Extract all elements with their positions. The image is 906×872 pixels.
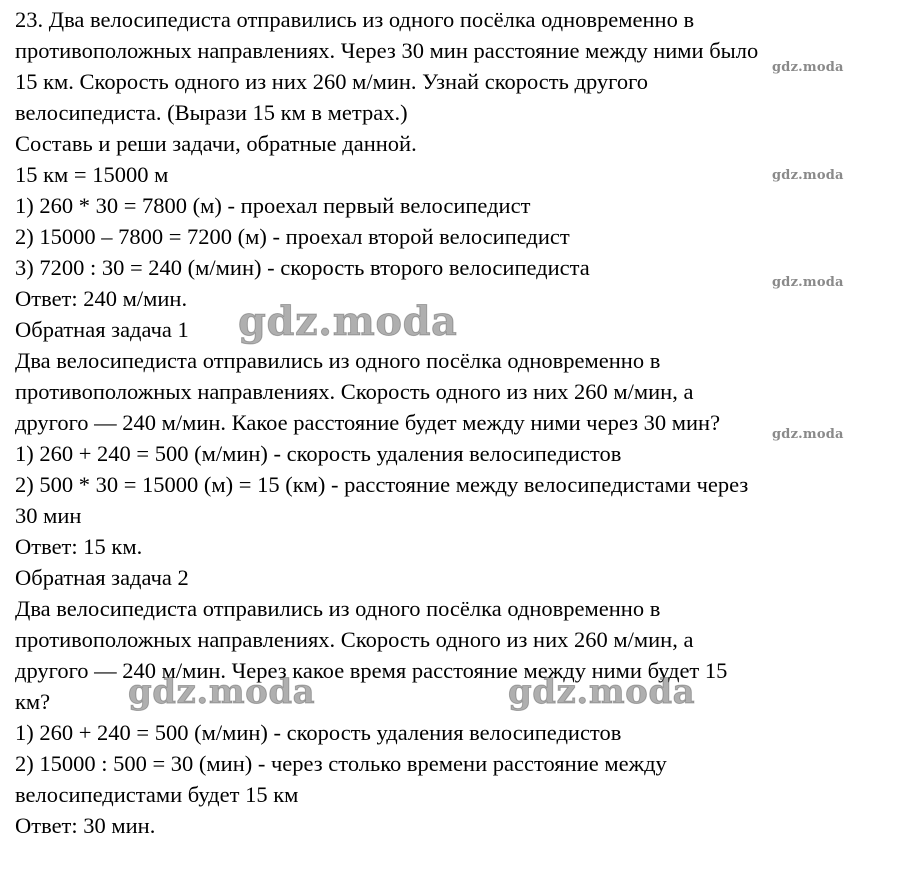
answer-line: Ответ: 30 мин. <box>15 813 156 838</box>
text-line: 1) 260 + 240 = 500 (м/мин) - скорость удаления велосипедистов <box>15 441 622 466</box>
text-line: км? <box>15 689 51 714</box>
text-line: другого — 240 м/мин. Какое расстояние будет между ними через 30 мин? <box>15 410 721 435</box>
watermark: gdz.moda <box>772 427 844 442</box>
text-line: 2) 500 * 30 = 15000 (м) = 15 (км) - расстояние между велосипедистами через <box>15 472 749 497</box>
text-line: Составь и реши задачи, обратные данной. <box>15 131 417 156</box>
text-line: 15 км = 15000 м <box>15 162 169 187</box>
text-line: 2) 15000 : 500 = 30 (мин) - через столько времени расстояние между <box>15 751 667 776</box>
text-line: Два велосипедиста отправились из одного посёлка одновременно в <box>15 596 661 621</box>
watermark-large: gdz.moda <box>508 672 696 712</box>
text-line: 23. Два велосипедиста отправились из одного посёлка одновременно в <box>15 7 695 32</box>
text-line: 15 км. Скорость одного из них 260 м/мин. Узнай скорость другого <box>15 69 648 94</box>
watermark: gdz.moda <box>772 60 844 75</box>
section-heading: Обратная задача 2 <box>15 565 189 590</box>
text-line: 30 мин <box>15 503 82 528</box>
section-heading: Обратная задача 1 <box>15 317 189 342</box>
answer-line: Ответ: 15 км. <box>15 534 143 559</box>
text-line: 3) 7200 : 30 = 240 (м/мин) - скорость второго велосипедиста <box>15 255 590 280</box>
text-line: противоположных направлениях. Скорость одного из них 260 м/мин, а <box>15 379 694 404</box>
text-line: велосипедиста. (Вырази 15 км в метрах.) <box>15 100 408 125</box>
watermark: gdz.moda <box>772 168 844 183</box>
text-line: противоположных направлениях. Скорость одного из них 260 м/мин, а <box>15 627 694 652</box>
text-line: Два велосипедиста отправились из одного посёлка одновременно в <box>15 348 661 373</box>
answer-line: Ответ: 240 м/мин. <box>15 286 188 311</box>
text-line: велосипедистами будет 15 км <box>15 782 299 807</box>
watermark-large: gdz.moda <box>128 672 316 712</box>
watermark: gdz.moda <box>772 275 844 290</box>
text-line: 1) 260 + 240 = 500 (м/мин) - скорость удаления велосипедистов <box>15 720 622 745</box>
watermark-large: gdz.moda <box>238 298 458 345</box>
text-line: 2) 15000 – 7800 = 7200 (м) - проехал второй велосипедист <box>15 224 570 249</box>
text-line: 1) 260 * 30 = 7800 (м) - проехал первый велосипедист <box>15 193 531 218</box>
text-line: противоположных направлениях. Через 30 мин расстояние между ними было <box>15 38 759 63</box>
text-line: другого — 240 м/мин. Через какое время расстояние между ними будет 15 <box>15 658 728 683</box>
